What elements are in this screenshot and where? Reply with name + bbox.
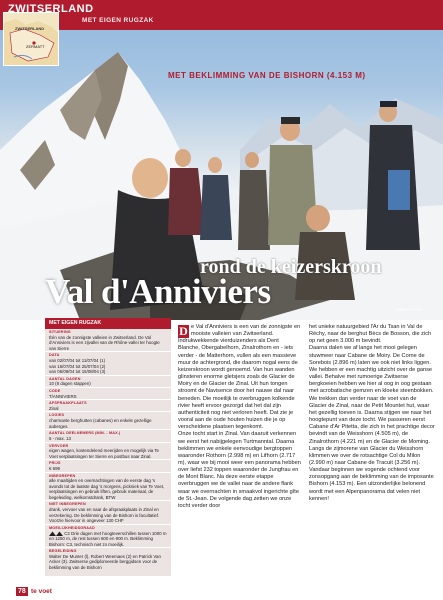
body-text-1: e Val d'Anniviers is een van de zonnigste en mooiste valleien van Zwitserland. Indrukwekkende vierduizenders als Dent Blanche, Obergabelhorn, Zinalrothorn en - iets verder - de Matterhorn, vullen als een massieve muur de achtergrond, die daarom nogal eens de keizerskroon wordt genoemd. Van hun wanden glinsteren enorme gletsjers zoals de Glacier de Moiry en de Glacier de Zinal. Uit hun tongen stroomt de Navisence door het nauwe dal naar beneden. Die moeilijk te overbruggen kolkende rivier heeft ervoor gezorgd dat het dal zijn authenticiteit nog niet verloren heeft. Dat zie je vooral aan de oude houten huizen die je op verscheidene plaatsen tegenkomt. Onze tocht start in Zinal. Van daaruit verkennen we eerst het nabijgelegen Turtmanntal. Daarna beklimmen we enkele eenvoudige bergtoppen waaronder Rothorn (2.998 m) en Lifhorn (2.717 m), waar we bij mooi weer een panorama hebben over liefst 232 toppen waaronder de Jungfrau en de Mont Blanc. Na deze eerste etappe overbruggen we de vallei naar de andere flank waar we overnachten in smaakvol ingerichte gîte de St.-Jean. De volgende dag zetten we onze tocht verder door <box>178 324 301 509</box>
info-label: INBEGREPEN <box>49 473 76 478</box>
info-value: € 699 <box>49 466 60 472</box>
info-label: MOEILIJKHEIDSGRAAD <box>49 525 95 530</box>
info-row-logies <box>45 412 171 430</box>
info-value: T/ANNIVIERS <box>49 393 77 399</box>
info-value: alle maaltijden en overnachtingen van de eerste dag 's avonds tot de laatste dag 's morgens, pickniek van Te Voet, verplaatsingen en gebruik liften, gebruik materiaal, de begeleiding, welkomstdrank, BTW <box>49 478 165 500</box>
info-row-data <box>45 352 171 375</box>
info-label: VERVOER <box>49 443 69 448</box>
map-city-label: ZERMATT <box>26 44 45 49</box>
info-value: Één van de zonnigste valleien in Zwitserland. De Val d'Anniviers is een zijvallei van de Rhône-vallei ter hoogte van Sierre <box>49 334 160 351</box>
info-value: eigen wagen, kostendelend meerijden en mogelijk via Te Voet verplaatsingen ter Sierre en postbus naar Zinal. <box>49 448 159 459</box>
info-row-niet-inbegrepen <box>45 501 171 524</box>
info-label: AANTAL DAGEN <box>49 376 81 381</box>
info-value: 6 - max. 13 <box>49 436 71 442</box>
magazine-name: te voet <box>31 588 52 595</box>
headline-small: rond de keizerskroon <box>200 256 382 278</box>
map-illustration <box>4 13 58 65</box>
info-row-aantal-dagen <box>45 376 171 388</box>
info-label: PRIJS <box>49 461 61 466</box>
info-label: CODE <box>49 388 61 393</box>
body-column-1 <box>178 324 302 510</box>
series-label: MET EIGEN RUGZAK <box>82 17 154 24</box>
info-value: Walter De Munter (l), Robert Weemaes (2) en Patrick Van Acker (3). Zwitserse gediplomeerde berggidsen voor de beklimming van de Bishorn <box>49 553 161 570</box>
info-row-afspraakplaats <box>45 400 171 412</box>
article-subtitle: MET BEKLIMMING VAN DE BISHORN (4.153 M) <box>168 71 366 80</box>
info-label: AANTAL DEELNEMERS (MIN. - MAX.) <box>49 431 121 436</box>
info-label: NIET INBEGREPEN <box>49 502 86 507</box>
info-value: van 02/07/04 tot 11/07/04 (1) van 16/07/04 tot 25/07/04 (2) van 06/08/04 tot 15/08/04 (3) <box>49 358 106 375</box>
body-column-2 <box>309 324 435 503</box>
headline-main: Val d'Anniviers <box>45 272 271 311</box>
info-row-begeleiding <box>45 548 171 570</box>
info-box <box>45 318 171 576</box>
info-box-title: MET EIGEN RUGZAK <box>45 318 171 329</box>
location-map <box>3 12 59 66</box>
photo-credit: DIMMY STEUER <box>396 308 423 312</box>
map-country-label: ZWITSERLAND <box>15 26 45 31</box>
info-value: drank, vervoer van en naar de afspraakplaats in Zinal en verzekering. De beklimming van de Bishorn is facultatief. Voorzie hiervoor in ongeveer 130 CHF <box>49 507 160 524</box>
drop-cap: D <box>179 324 188 338</box>
info-label: AFSPRAAKPLAATS <box>49 401 87 406</box>
info-value: 10 (8 dagen stappen) <box>49 381 91 387</box>
page-footer <box>0 581 443 600</box>
info-row-code <box>45 388 171 400</box>
info-row-moeilijkheidsgraad <box>45 525 171 548</box>
info-row-deelnemers <box>45 430 171 442</box>
info-row-vervoer <box>45 443 171 461</box>
info-value: Zinal <box>49 405 59 411</box>
info-value: C2 Drie dagen met hoogteverschillen tussen 1000 m en 1250 m, de rest tussen 600 en 900 m. Beklimming Bishorn: C3, technisch niet zo moeilijk. <box>49 530 167 547</box>
country-title: ZWITSERLAND <box>8 3 94 15</box>
page-number: 78 <box>18 588 26 595</box>
info-label: DATA <box>49 353 60 358</box>
body-text-2: het unieke natuurgebied l'Ar du Tsan in Val de Réchy, naar de berghut Bècs de Bosson, die zich op net geen 3.000 m bevindt. Daarna dalen we af langs het mooi gelegen stuwmeer naar Cabane de Moiry. De Corne de Sorebois (2.896 m) laten we ook niet links liggen. We hebben er een machtig uitzicht over de ganse vallei. Behalve met rumoerige Zwitserse bergkoeien hebben we hier al oog in oog gestaan met acrobatische gemzen en kloeke steenbokken. We trekken dan verder naar de voet van de Glacier de Zinal, naar de Petit Mountet hut, waar het gezellig toeven is. Daarna stijgen we naar het hoogtepunt van deze tocht. We passeren eerst Cabane d'Ar Pitetta, die zich in het prachtige decor bevindt van de Weisshorn (4.505 m), de Zinalrothorn (4.221 m) en de Glacier de Moming. Langs de zijmorene van Glacier du Weisshorn klimmen we over de rotsachtige Col du Milon (2.990 m) naar Cabane de Tracuit (3.256 m). Vandaar beginnen we vogende ochtend voor zonsopgang aan de beklimming van de imposante Bishorn (4.153 m). Een uitzonderlijke belonend wordt met een Alpenpanorama dat velen niet kennen! <box>309 324 435 502</box>
info-row-prijs <box>45 460 171 472</box>
info-row-situering <box>45 329 171 352</box>
info-row-inbegrepen <box>45 473 171 502</box>
info-label: SITUERING <box>49 330 71 334</box>
info-value: charmante berghutten (cabanes) en enkele gezellige auberges. <box>49 418 152 429</box>
info-label: BEGELEIDING <box>49 549 77 554</box>
info-label: LOGIES <box>49 413 65 418</box>
